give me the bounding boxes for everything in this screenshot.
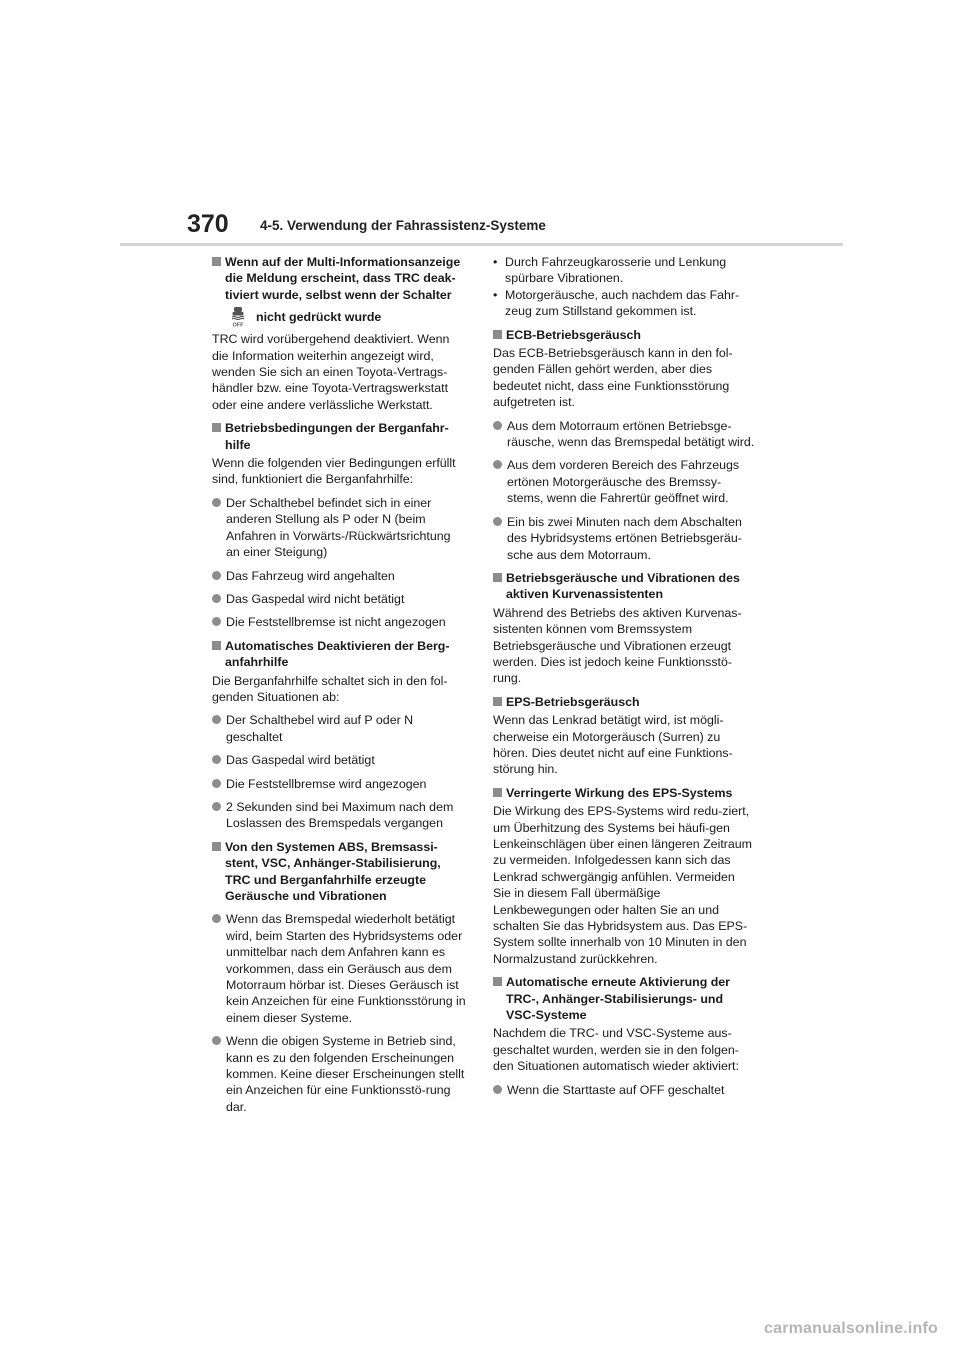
small-bullet-icon: •: [493, 287, 498, 302]
square-bullet-icon: [212, 842, 221, 851]
circle-bullet-icon: [212, 594, 221, 603]
paragraph: Das ECB-Betriebsgeräusch kann in den fol-genden Fällen gehört werden, aber dies bedeutet nicht, dass eine Funktionsstörung aufgetreten ist.: [493, 346, 733, 410]
list-item-text: Wenn das Bremspedal wiederholt betätigt wird, beim Starten des Hybridsystems oder unmittelbar nach dem Anfahren kann es vorkommen, dass ein Geräusch aus dem Motorraum hörbar ist. Dieses Geräusch ist kein Anzeichen für eine Funktionsstörung in einem dieser Systeme.: [226, 912, 466, 1025]
heading-text: EPS-Betriebsgeräusch: [506, 694, 640, 709]
list-item: [212, 591, 467, 607]
heading-text: Wenn auf der Multi-Informationsanzeige die Meldung erscheint, dass TRC deak-tiviert wurde, selbst wenn der Schalter: [225, 255, 461, 302]
header-rule: [120, 243, 843, 246]
list-item: [493, 1082, 755, 1098]
circle-bullet-icon: [212, 914, 221, 923]
section-title: 4-5. Verwendung der Fahrassistenz-Systeme: [260, 218, 546, 233]
list-item-text: Der Schalthebel befindet sich in einer anderen Stellung als P oder N (beim Anfahren in Vorwärts-/Rückwärtsrichtung an einer Steigung): [226, 495, 451, 560]
circle-bullet-icon: [212, 802, 221, 811]
section-heading: [212, 638, 467, 671]
section-hill-start-deactivation: [212, 638, 467, 706]
paragraph: Nachdem die TRC- und VSC-Systeme aus-geschaltet wurden, werden sie in den folgen-den Situationen automatisch wieder aktiviert:: [493, 1026, 739, 1074]
circle-bullet-icon: [493, 1085, 502, 1094]
square-bullet-icon: [493, 977, 502, 986]
section-heading: [212, 254, 467, 303]
list-item: [493, 418, 755, 451]
square-bullet-icon: [212, 257, 221, 266]
section-heading: [493, 974, 755, 1023]
list-item-text: Aus dem Motorraum ertönen Betriebsge-räusche, wenn das Bremspedal betätigt wird.: [507, 418, 755, 450]
paragraph: Die Berganfahrhilfe schaltet sich in den fol-genden Situationen ab:: [212, 673, 448, 704]
section-eps-reduced: [493, 785, 755, 967]
paragraph: Während des Betriebs des aktiven Kurvenas-sistenten können vom Bremssystem Betriebsgeräusche und Vibrationen erzeugt werden. Dies ist jedoch keine Funktionsstö-rung.: [493, 605, 742, 686]
section-hill-start-conditions: [212, 420, 467, 488]
circle-bullet-icon: [212, 715, 221, 724]
square-bullet-icon: [212, 423, 221, 432]
heading-text: Automatische erneute Aktivierung der TRC-, Anhänger-Stabilisierungs- und VSC-Systeme: [506, 975, 730, 1023]
list-item-text: Ein bis zwei Minuten nach dem Abschalten des Hybridsystems ertönen Betriebsgeräu-sche aus dem Motorraum.: [507, 514, 742, 562]
trc-off-icon: [229, 306, 247, 328]
section-eps-noise: [493, 694, 755, 778]
watermark: carmanualsonline.info: [764, 1320, 939, 1337]
sub-list-item-text: Durch Fahrzeugkarosserie und Lenkung spürbare Vibrationen.: [505, 255, 727, 286]
right-column: [493, 254, 755, 1105]
section-cornering-assist-noise: [493, 570, 755, 687]
heading-text: Betriebsbedingungen der Berganfahr-hilfe: [225, 421, 449, 452]
square-bullet-icon: [493, 697, 502, 706]
list-item-text: Wenn die obigen Systeme in Betrieb sind, kann es zu den folgenden Erscheinungen kommen. Keine dieser Erscheinungen stellt ein Anzeichen für eine Funktionsstö-rung dar.: [226, 1034, 465, 1114]
list-item: [212, 614, 467, 630]
paragraph: Wenn das Lenkrad betätigt wird, ist mögli-cherweise ein Motorgeräusch (Surren) zu hören. Dies deutet nicht auf eine Funktions-störung hin.: [493, 713, 733, 777]
list-item: [212, 776, 467, 792]
list-item: [212, 752, 467, 768]
heading-text: ECB-Betriebsgeräusch: [506, 327, 641, 342]
list-item: [493, 457, 755, 506]
list-item: [212, 712, 467, 745]
section-auto-reactivation: [493, 974, 755, 1074]
list-item: [212, 799, 467, 832]
paragraph: Wenn die folgenden vier Bedingungen erfüllt sind, funktioniert die Berganfahrhilfe:: [212, 456, 456, 487]
trc-off-icon-label: OFF: [232, 322, 244, 329]
heading-text: Betriebsgeräusche und Vibrationen des aktiven Kurvenassistenten: [506, 570, 740, 602]
list-item-text: Das Fahrzeug wird angehalten: [226, 568, 395, 583]
paragraph: Die Wirkung des EPS-Systems wird redu-ziert, um Überhitzung des Systems bei häufi-gen Lenkeinschlägen über einen längeren Zeitraum zu vermeiden. Infolgedessen kann sich das Lenkrad schwergängig anfühlen. Vermeiden Sie in diesem Fall übermäßige Lenkbewegungen oder halten Sie an und schalten Sie das Hybridsystem aus. Das EPS-System sollte innerhalb von 10 Minuten in den Normalzustand zurückkehren.: [493, 804, 752, 966]
sub-list-item: [493, 254, 755, 287]
list-item: [212, 1033, 467, 1115]
circle-bullet-icon: [493, 460, 502, 469]
section-heading: [212, 420, 467, 453]
list-item-text: Der Schalthebel wird auf P oder N geschaltet: [226, 713, 414, 744]
list-item-text: 2 Sekunden sind bei Maximum nach dem Loslassen des Bremspedals vergangen: [226, 799, 454, 831]
heading-text: Verringerte Wirkung des EPS-Systems: [506, 785, 733, 800]
section-heading: [493, 694, 755, 710]
trc-off-line: [212, 306, 467, 328]
heading-text: Von den Systemen ABS, Bremsassi-stent, VSC, Anhänger-Stabilisierung, TRC und Berganfahrhilfe erzeugte Geräusche und Vibrationen: [225, 839, 441, 903]
square-bullet-icon: [212, 641, 221, 650]
circle-bullet-icon: [212, 1036, 221, 1045]
section-heading: [212, 839, 467, 905]
list-item: [212, 568, 467, 584]
list-item: [212, 911, 467, 1026]
circle-bullet-icon: [212, 498, 221, 507]
section-heading: [493, 570, 755, 603]
circle-bullet-icon: [212, 571, 221, 580]
list-item-text: Das Gaspedal wird betätigt: [226, 753, 375, 768]
circle-bullet-icon: [212, 779, 221, 788]
sub-bullet-list: [493, 254, 755, 320]
paragraph: TRC wird vorübergehend deaktiviert. Wenn die Information weiterhin angezeigt wird, wenden Sie sich an einen Toyota-Vertrags-händler bzw. eine Toyota-Vertragswerkstatt oder eine andere verlässliche Werkstatt.: [212, 332, 450, 412]
section-heading: [493, 785, 755, 801]
square-bullet-icon: [493, 573, 502, 582]
section-heading: [493, 327, 755, 343]
heading-text: Automatisches Deaktivieren der Berg-anfahrhilfe: [225, 638, 450, 670]
square-bullet-icon: [493, 788, 502, 797]
square-bullet-icon: [493, 330, 502, 339]
icon-line-text: nicht gedrückt wurde: [256, 310, 382, 325]
sub-list-item: [493, 287, 755, 320]
list-item: [212, 495, 467, 561]
list-item-text: Aus dem vorderen Bereich des Fahrzeugs ertönen Motorgeräusche des Bremssy-stems, wenn die Fahrertür geöffnet wird.: [507, 458, 740, 506]
circle-bullet-icon: [493, 421, 502, 430]
circle-bullet-icon: [493, 517, 502, 526]
list-item-text: Die Feststellbremse ist nicht angezogen: [226, 615, 446, 630]
list-item-text: Das Gaspedal wird nicht betätigt: [226, 591, 405, 606]
section-ecb-noise: [493, 327, 755, 411]
circle-bullet-icon: [212, 755, 221, 764]
section-trc-message: [212, 254, 467, 413]
sub-list-item-text: Motorgeräusche, auch nachdem das Fahr-zeug zum Stillstand gekommen ist.: [505, 287, 740, 319]
list-item: [493, 514, 755, 563]
left-column: [212, 254, 467, 1122]
list-item-text: Wenn die Starttaste auf OFF geschaltet: [507, 1082, 725, 1097]
section-system-noises: [212, 839, 467, 905]
small-bullet-icon: •: [493, 255, 498, 269]
page-number: 370: [187, 210, 229, 238]
list-item-text: Die Feststellbremse wird angezogen: [226, 776, 427, 791]
circle-bullet-icon: [212, 617, 221, 626]
